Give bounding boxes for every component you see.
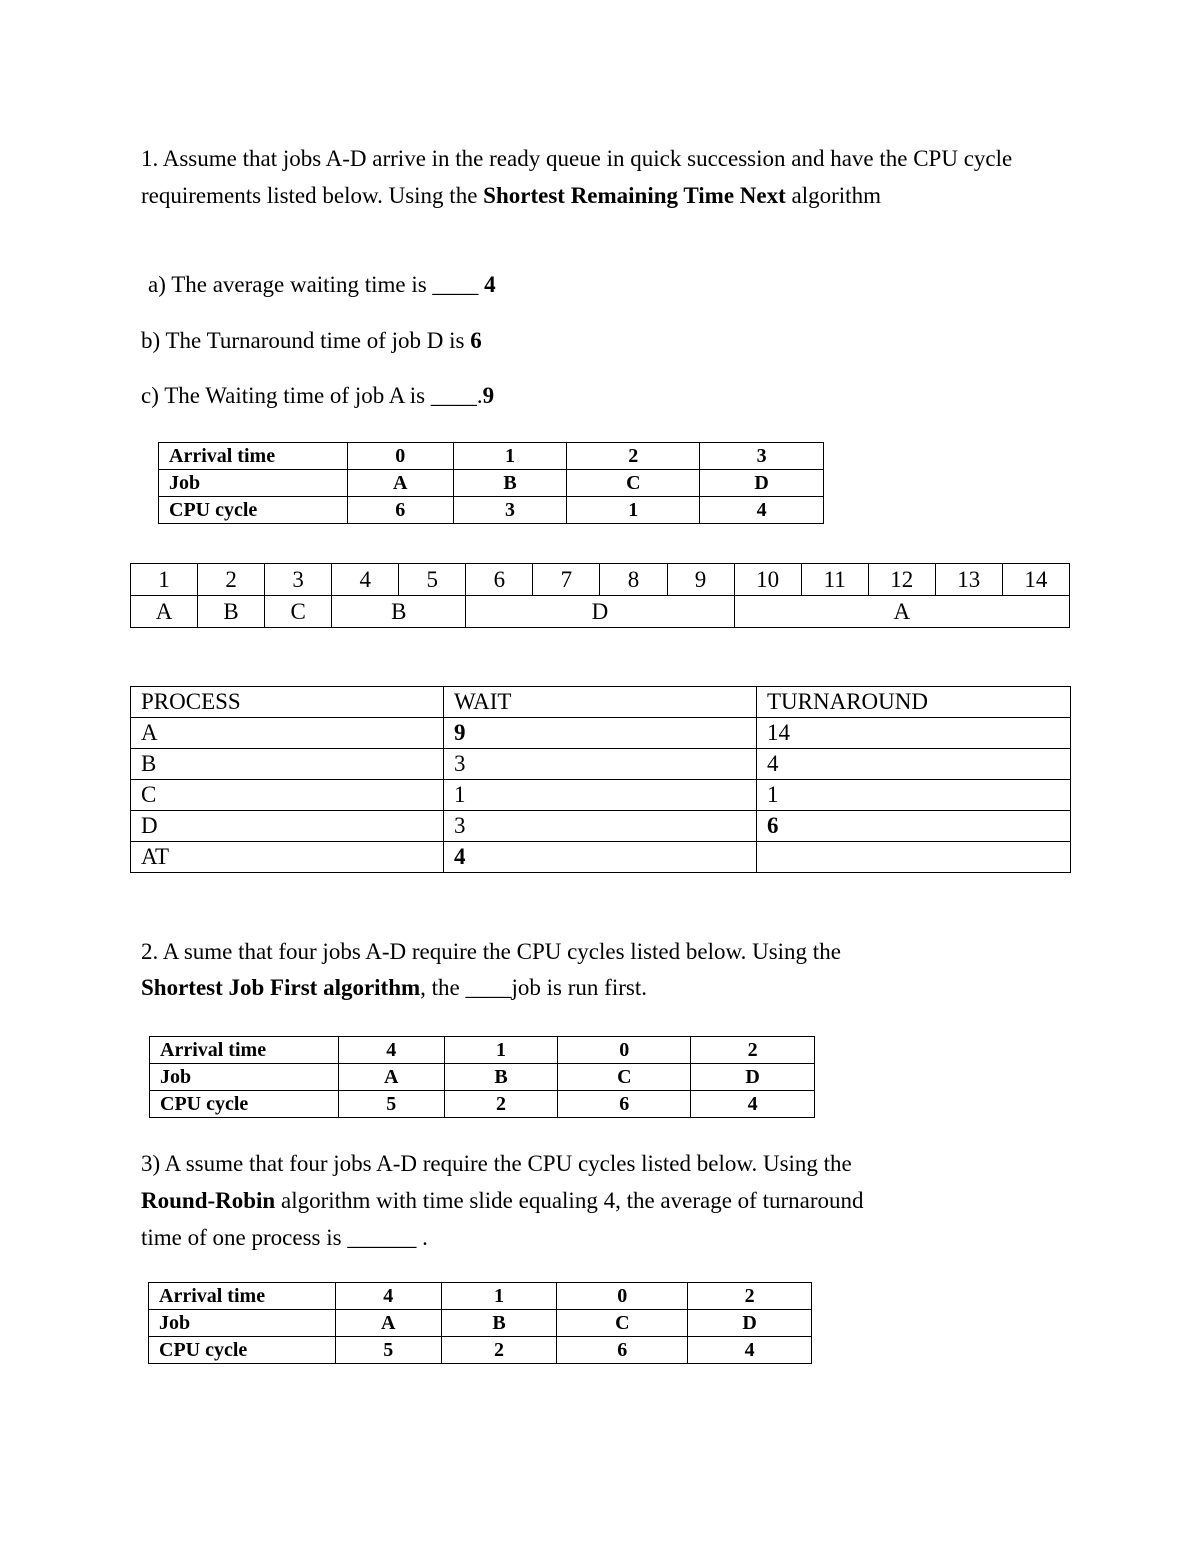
table-cell: 1 xyxy=(441,1283,557,1310)
table-row xyxy=(149,1283,812,1310)
table-row xyxy=(159,470,824,497)
q2-job-table xyxy=(149,1036,815,1118)
table-cell: 6 xyxy=(558,1091,691,1118)
table-cell: 1 xyxy=(757,780,1071,811)
q2-line-1: 2. A sume that four jobs A-D require the CPU cycles listed below. Using the xyxy=(141,939,841,964)
table-header-row xyxy=(131,687,1071,718)
table-cell: Job xyxy=(159,470,348,497)
q3-line-2-rest: algorithm with time slide equaling 4, the average of turnaround xyxy=(275,1188,864,1213)
table-cell: 2 xyxy=(688,1283,812,1310)
table-row xyxy=(150,1091,815,1118)
table-cell: A xyxy=(131,718,444,749)
table-cell: A xyxy=(734,596,1069,628)
table-cell: 11 xyxy=(801,564,868,596)
gantt-time-row xyxy=(131,564,1070,596)
table-cell: 8 xyxy=(600,564,667,596)
table-cell: 1 xyxy=(453,443,567,470)
table-row xyxy=(131,780,1071,811)
table-cell: A xyxy=(347,470,453,497)
table-row xyxy=(131,749,1071,780)
q2-line-2 xyxy=(141,975,647,1001)
table-cell: 3 xyxy=(265,564,332,596)
table-cell: 0 xyxy=(347,443,453,470)
q1-part-b-answer: 6 xyxy=(470,328,482,353)
table-cell: 1 xyxy=(444,780,757,811)
q1-part-c xyxy=(141,383,494,409)
table-row xyxy=(159,497,824,524)
table-cell: 3 xyxy=(444,749,757,780)
table-cell: B xyxy=(453,470,567,497)
table-cell: B xyxy=(131,749,444,780)
table-cell: 6 xyxy=(557,1337,688,1364)
table-cell: B xyxy=(444,1064,558,1091)
table-cell: C xyxy=(265,596,332,628)
q1-intro-end: algorithm xyxy=(785,183,881,208)
table-cell: C xyxy=(558,1064,691,1091)
table-row xyxy=(149,1337,812,1364)
table-cell: 3 xyxy=(700,443,824,470)
q2-algorithm-name: Shortest Job First algorithm xyxy=(141,975,421,1000)
table-cell: Arrival time xyxy=(149,1283,336,1310)
table-cell: 2 xyxy=(198,564,265,596)
table-cell: 12 xyxy=(868,564,935,596)
table-cell: C xyxy=(131,780,444,811)
table-cell: 4 xyxy=(700,497,824,524)
table-cell: 1 xyxy=(444,1037,558,1064)
q1-part-c-text: c) The Waiting time of job A is ____. xyxy=(141,383,483,408)
table-cell: AT xyxy=(131,842,444,873)
table-row xyxy=(131,842,1071,873)
table-cell: 14 xyxy=(1002,564,1069,596)
table-cell: Arrival time xyxy=(159,443,348,470)
q3-algorithm-name: Round-Robin xyxy=(141,1188,276,1213)
table-cell: B xyxy=(198,596,265,628)
table-cell: 1 xyxy=(131,564,198,596)
table-cell: WAIT xyxy=(444,687,757,718)
table-cell: 2 xyxy=(441,1337,557,1364)
table-cell: 3 xyxy=(444,811,757,842)
table-cell: 2 xyxy=(691,1037,815,1064)
table-cell: 14 xyxy=(757,718,1071,749)
q2-line-2-rest: , the ____job is run first. xyxy=(420,975,647,1000)
table-cell: TURNAROUND xyxy=(757,687,1071,718)
table-cell: B xyxy=(441,1310,557,1337)
table-cell: 10 xyxy=(734,564,801,596)
table-cell: C xyxy=(557,1310,688,1337)
table-row xyxy=(131,811,1071,842)
table-cell: D xyxy=(700,470,824,497)
table-cell: A xyxy=(338,1064,444,1091)
table-row xyxy=(150,1037,815,1064)
gantt-job-row xyxy=(131,596,1070,628)
q1-part-a xyxy=(148,272,496,298)
table-cell: 13 xyxy=(935,564,1002,596)
table-cell: 7 xyxy=(533,564,600,596)
table-cell: B xyxy=(332,596,466,628)
table-cell: 4 xyxy=(757,749,1071,780)
table-cell: Arrival time xyxy=(150,1037,339,1064)
table-cell: 6 xyxy=(466,564,533,596)
q3-line-2 xyxy=(141,1188,864,1214)
table-cell: 0 xyxy=(558,1037,691,1064)
table-row xyxy=(131,718,1071,749)
table-cell: CPU cycle xyxy=(149,1337,336,1364)
q1-job-table xyxy=(158,442,824,524)
table-row xyxy=(150,1064,815,1091)
table-cell: 3 xyxy=(453,497,567,524)
table-cell: Job xyxy=(150,1064,339,1091)
table-cell: 4 xyxy=(332,564,399,596)
table-cell: A xyxy=(131,596,198,628)
table-cell: PROCESS xyxy=(131,687,444,718)
q1-part-b xyxy=(141,328,482,354)
table-row xyxy=(149,1310,812,1337)
q1-process-table xyxy=(130,686,1071,873)
table-cell: 2 xyxy=(444,1091,558,1118)
table-cell: 6 xyxy=(757,811,1071,842)
table-cell: D xyxy=(131,811,444,842)
table-cell: 5 xyxy=(399,564,466,596)
table-cell: 9 xyxy=(444,718,757,749)
table-cell: 2 xyxy=(567,443,700,470)
table-cell: D xyxy=(688,1310,812,1337)
question-1-text xyxy=(141,140,1041,214)
q3-line-3: time of one process is ______ . xyxy=(141,1225,428,1250)
table-cell: 5 xyxy=(335,1337,441,1364)
table-cell: 4 xyxy=(688,1337,812,1364)
q1-intro: 1. Assume that jobs A-D arrive in the ready queue in quick succession and have the CPU cycle requirements listed below. Using the xyxy=(141,146,1013,208)
q1-part-b-text: b) The Turnaround time of job D is xyxy=(141,328,471,353)
table-cell: 0 xyxy=(557,1283,688,1310)
table-cell: D xyxy=(466,596,734,628)
q1-part-a-text: a) The average waiting time is ____ xyxy=(148,272,485,297)
table-cell: CPU cycle xyxy=(150,1091,339,1118)
table-cell: 1 xyxy=(567,497,700,524)
table-row xyxy=(159,443,824,470)
table-cell xyxy=(757,842,1071,873)
q1-algorithm-name: Shortest Remaining Time Next xyxy=(483,183,786,208)
table-cell: 4 xyxy=(338,1037,444,1064)
table-cell: 5 xyxy=(338,1091,444,1118)
table-cell: 4 xyxy=(335,1283,441,1310)
table-cell: Job xyxy=(149,1310,336,1337)
table-cell: 4 xyxy=(691,1091,815,1118)
q1-gantt-chart xyxy=(130,563,1070,628)
table-cell: 9 xyxy=(667,564,734,596)
table-cell: D xyxy=(691,1064,815,1091)
q1-part-a-answer: 4 xyxy=(484,272,496,297)
table-cell: CPU cycle xyxy=(159,497,348,524)
table-cell: 4 xyxy=(444,842,757,873)
q3-line-1: 3) A ssume that four jobs A-D require the CPU cycles listed below. Using the xyxy=(141,1151,852,1176)
q1-part-c-answer: 9 xyxy=(482,383,495,408)
q3-job-table xyxy=(148,1282,812,1364)
table-cell: 6 xyxy=(347,497,453,524)
table-cell: C xyxy=(567,470,700,497)
table-cell: A xyxy=(335,1310,441,1337)
